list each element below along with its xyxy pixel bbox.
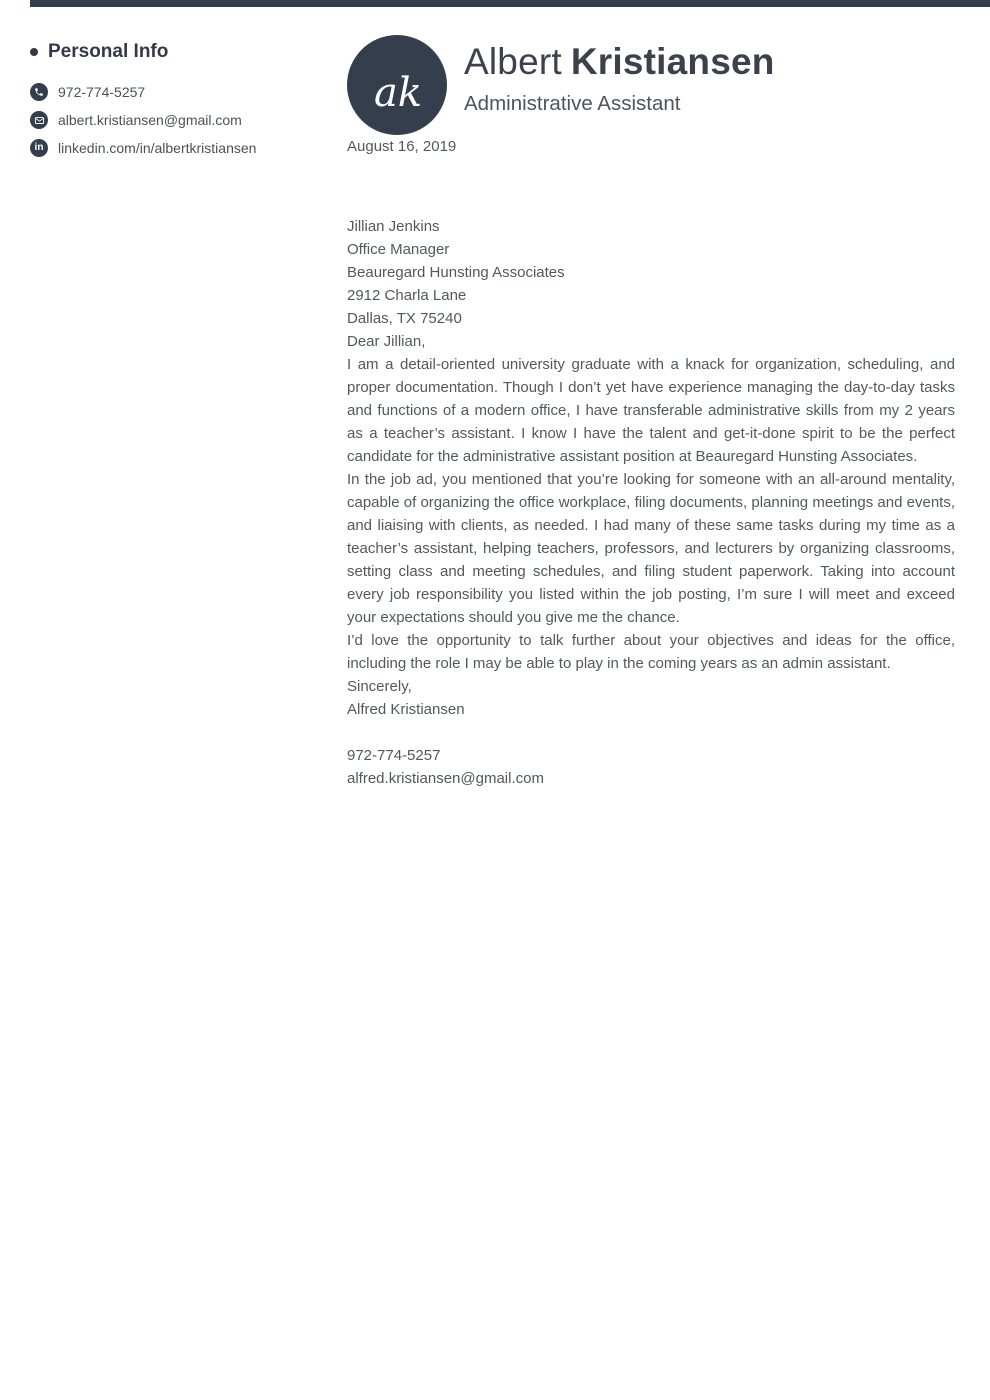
page-title <box>464 42 775 82</box>
avatar <box>347 35 447 135</box>
paragraph-1: I am a detail-oriented university graduate with a knack for organization, scheduling, and proper documentation. Though I don’t yet have experience managing the day-to-day tasks and functions of a modern office, I have transferable administrative skills from my 2 years as a teacher’s assistant. I know I have the talent and get-it-done spirit to be the perfect candidate for the administrative assistant position at Beauregard Hunsting Associates. <box>347 356 955 465</box>
sidebar-heading <box>30 40 330 64</box>
recipient-company: Beauregard Hunsting Associates <box>347 264 565 281</box>
linkedin-icon: in <box>30 139 48 157</box>
avatar-monogram: ak <box>373 70 423 116</box>
paragraph-2: In the job ad, you mentioned that you’re looking for someone with an all-around mentality, capable of organizing the office workplace, filing documents, planning meetings and events, and liaising with clients, as needed. I had many of these same tasks during my time as a teacher’s assistant, helping teachers, professors, and lecturers by organizing classrooms, setting class and meeting schedules, and filing student paperwork. Taking into account every job responsibility you listed within the job posting, I’m sure I will meet and exceed your expectations should you give me the chance. <box>347 471 955 626</box>
contact-list <box>30 78 330 162</box>
recipient-block <box>347 215 955 330</box>
signature-email: alfred.kristiansen@gmail.com <box>347 770 544 787</box>
signature-contact-block <box>347 744 955 790</box>
contact-row-linkedin <box>30 134 330 162</box>
paragraph-3: I’d love the opportunity to talk further about your objectives and ideas for the office, including the role I may be able to play in the coming years as an admin assistant. <box>347 632 955 672</box>
email-address: albert.kristiansen@gmail.com <box>58 112 242 128</box>
recipient-street: 2912 Charla Lane <box>347 287 467 304</box>
first-name: Albert <box>464 41 562 82</box>
cover-letter-body <box>347 135 955 790</box>
email-icon <box>30 111 48 129</box>
sidebar-heading-label: Personal Info <box>48 41 169 62</box>
top-accent-bar <box>30 0 990 7</box>
recipient-title: Office Manager <box>347 241 450 258</box>
last-name: Kristiansen <box>570 41 775 82</box>
bullet-icon <box>30 48 38 56</box>
closing: Sincerely, <box>347 678 412 695</box>
phone-number: 972-774-5257 <box>58 84 146 100</box>
letter-date: August 16, 2019 <box>347 138 457 155</box>
job-title: Administrative Assistant <box>464 92 681 115</box>
signature-name: Alfred Kristiansen <box>347 701 465 718</box>
contact-row-email <box>30 106 330 134</box>
personal-info-sidebar <box>30 40 330 162</box>
recipient-city: Dallas, TX 75240 <box>347 310 462 327</box>
header-text-block <box>464 42 775 117</box>
contact-row-phone <box>30 78 330 106</box>
recipient-name: Jillian Jenkins <box>347 218 440 235</box>
signature-phone: 972-774-5257 <box>347 747 441 764</box>
salutation: Dear Jillian, <box>347 333 426 350</box>
linkedin-url: linkedin.com/in/albertkristiansen <box>58 140 257 156</box>
phone-icon <box>30 83 48 101</box>
